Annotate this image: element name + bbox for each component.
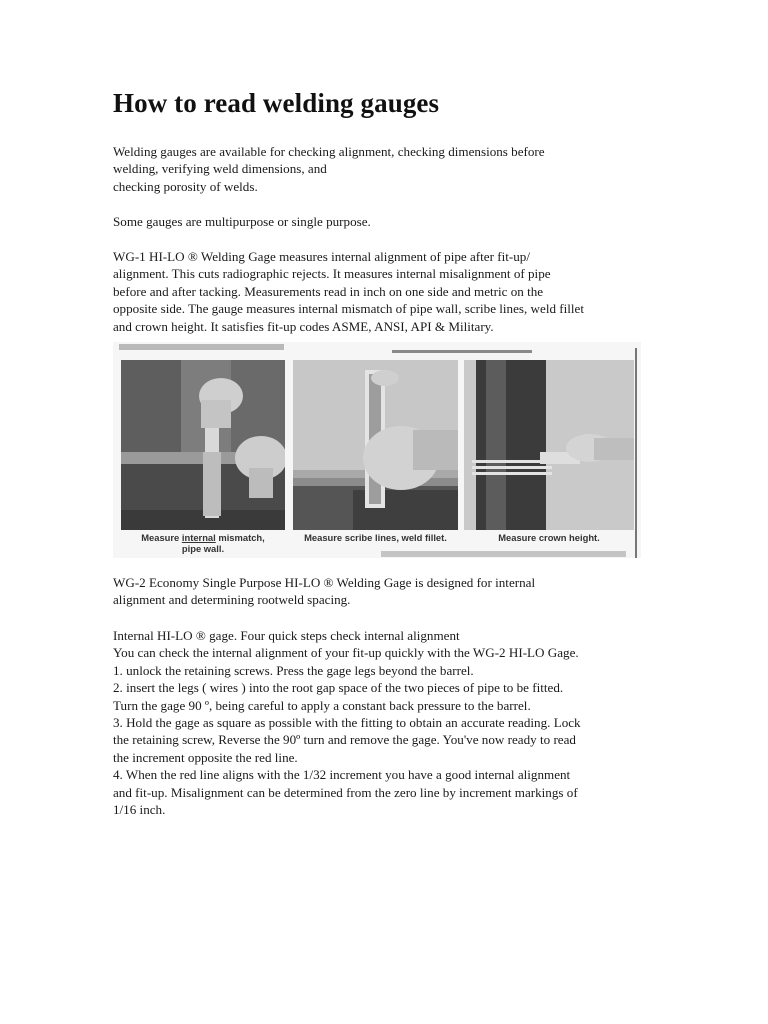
step-3-cont: the increment opposite the red line. [113, 749, 298, 765]
step-4-cont: 1/16 inch. [113, 802, 166, 818]
caption-a-underlined: internal [181, 532, 216, 543]
steps-heading: Internal HI-LO ® gage. Four quick steps check internal alignment [113, 628, 460, 643]
wg1-line: WG-1 HI-LO ® Welding Gage measures internal alignment of pipe after fit-up/ [113, 249, 530, 264]
purpose-line: Some gauges are multipurpose or single purpose. [113, 214, 371, 229]
caption-a-line2: pipe wall. [181, 543, 225, 554]
intro-line: checking porosity of welds. [113, 178, 258, 194]
purpose-paragraph [113, 213, 658, 230]
caption-scribe-lines: Measure scribe lines, weld fillet. [304, 532, 447, 543]
page-title: How to read welding gauges [113, 88, 440, 118]
step-2-cont: Turn the gage 90 º, being careful to apply a constant back pressure to the barrel. [113, 697, 531, 713]
wg2-line: WG-2 Economy Single Purpose HI-LO ® Welding Gage is designed for internal [113, 575, 536, 590]
gauge-usage-figure [113, 342, 641, 558]
steps-lead: You can check the internal alignment of your fit-up quickly with the WG-2 HI-LO Gage. [113, 645, 579, 661]
step-3-cont: the retaining screw, Reverse the 90º turn and remove the gage. You've now ready to read [113, 732, 576, 748]
wg1-line: opposite side. The gauge measures internal mismatch of pipe wall, scribe lines, weld fillet [113, 301, 585, 317]
step-2: 2. insert the legs ( wires ) into the root gap space of the two pieces of pipe to be fitted. [113, 680, 564, 696]
wg1-paragraph [113, 248, 658, 335]
photo-scribe-lines [293, 360, 458, 530]
figure-right-border [635, 348, 637, 558]
wg1-line: before and after tacking. Measurements read in inch on one side and metric on the [113, 283, 544, 299]
intro-line: Welding gauges are available for checking alignment, checking dimensions before [113, 144, 545, 159]
step-4-cont: and fit-up. Misalignment can be determined from the zero line by increment markings of [113, 784, 578, 800]
intro-line: welding, verifying weld dimensions, and [113, 161, 327, 177]
step-1: 1. unlock the retaining screws. Press the gage legs beyond the barrel. [113, 662, 474, 678]
caption-crown-height: Measure crown height. [498, 532, 600, 543]
wg2-paragraph [113, 574, 658, 609]
figure-top-rule [392, 350, 532, 353]
step-3: 3. Hold the gage as square as possible with the fitting to obtain an accurate reading. Lock [113, 715, 581, 731]
figure-cropped-footer [381, 549, 631, 557]
figure-cropped-text [119, 342, 289, 352]
caption-internal-mismatch [121, 532, 285, 554]
wg1-line: alignment. This cuts radiographic rejects. It measures internal misalignment of pipe [113, 266, 551, 282]
steps-paragraph [113, 627, 658, 818]
photo-internal-mismatch [121, 360, 285, 530]
wg2-line: alignment and determining rootweld spacing. [113, 592, 351, 608]
step-4: 4. When the red line aligns with the 1/32 increment you have a good internal alignment [113, 767, 571, 783]
wg1-line: and crown height. It satisfies fit-up codes ASME, ANSI, API & Military. [113, 318, 494, 334]
caption-a-post: mismatch, [215, 532, 265, 543]
intro-paragraph [113, 143, 658, 195]
caption-a-pre: Measure [141, 532, 182, 543]
photo-crown-height [464, 360, 634, 530]
